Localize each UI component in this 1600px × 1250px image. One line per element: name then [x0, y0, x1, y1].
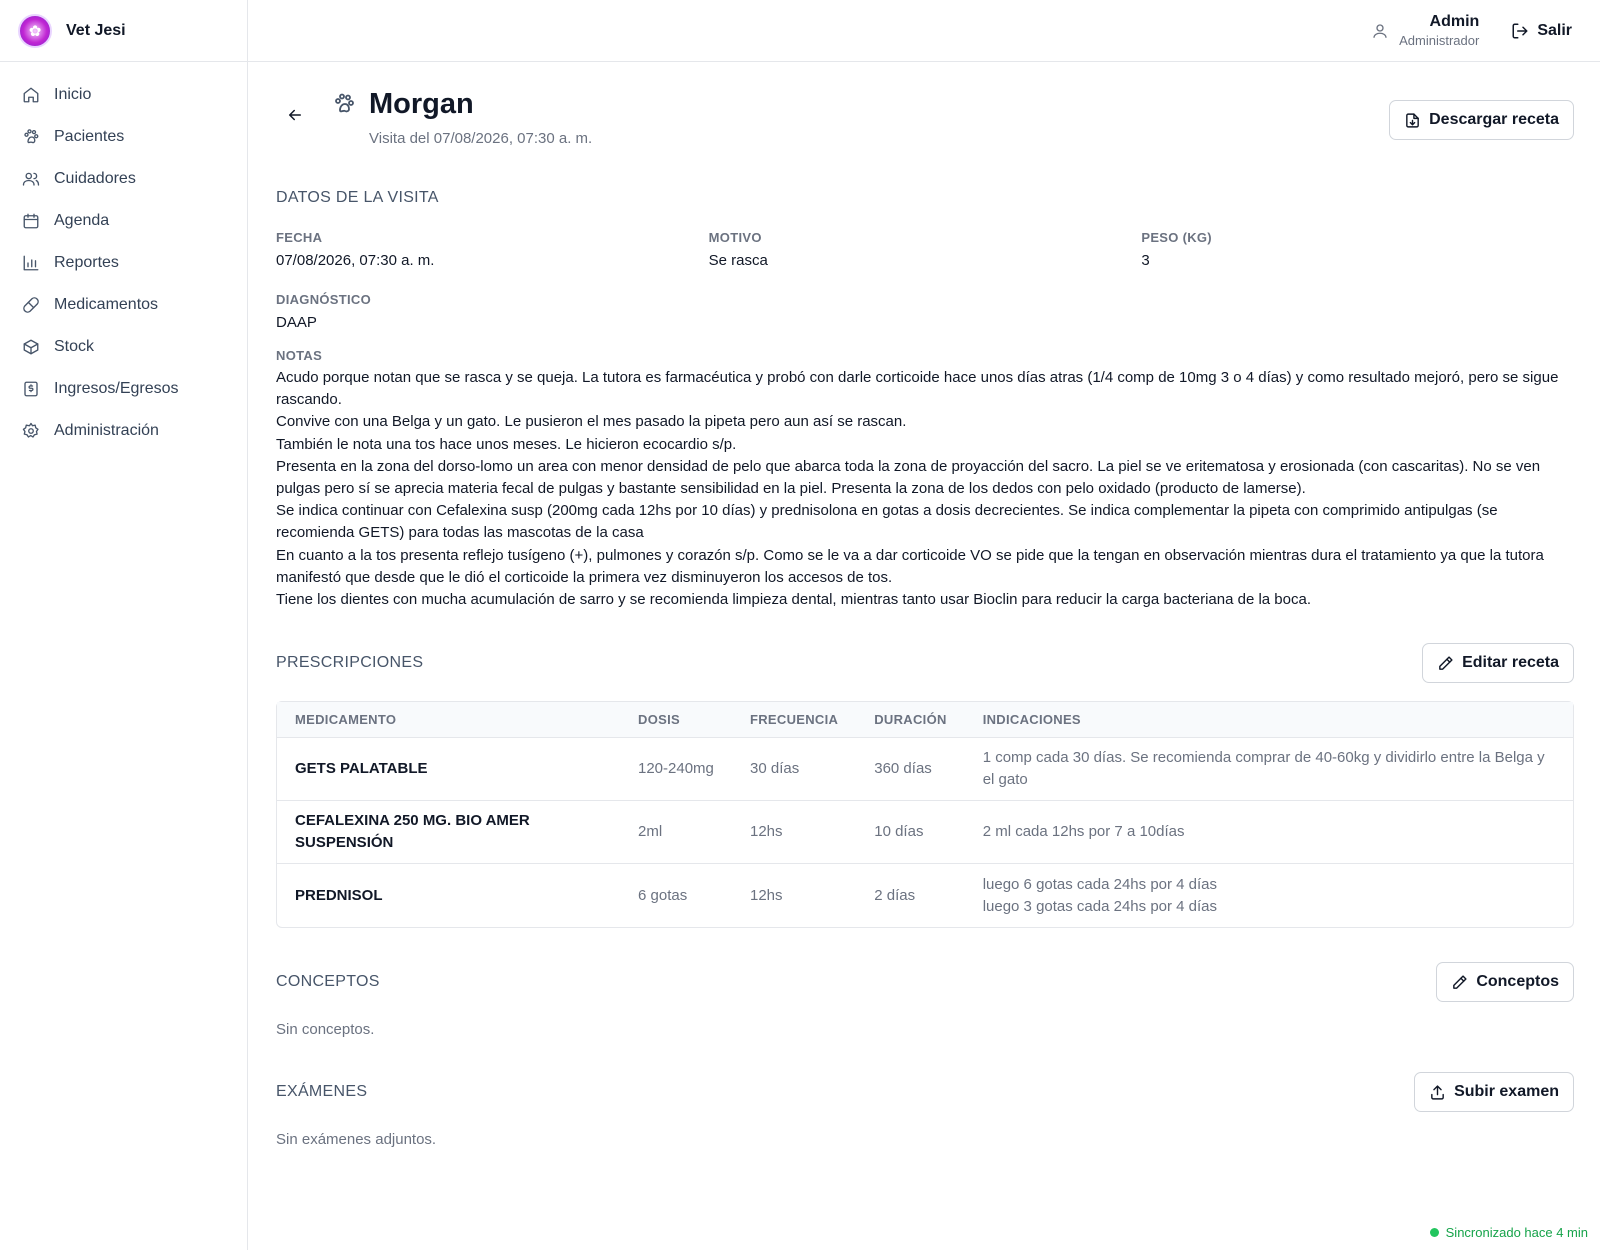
field-label: NOTAS	[276, 348, 323, 363]
sidebar-item-label: Agenda	[54, 212, 110, 229]
cell-frequency: 12hs	[732, 801, 856, 864]
sync-status	[1430, 1225, 1588, 1240]
visit-weight-field	[1141, 230, 1574, 269]
prescriptions-section	[276, 643, 1574, 928]
cell-indications: luego 6 gotas cada 24hs por 4 días luego 3 gotas cada 24hs por 4 días	[982, 875, 1218, 915]
sidebar-item-ingresos-egresos[interactable]	[0, 368, 247, 410]
column-header: INDICACIONES	[965, 702, 1573, 738]
field-value: Se rasca	[708, 252, 768, 269]
topbar	[248, 0, 1600, 62]
concepts-section	[276, 962, 1574, 1038]
sidebar-item-label: Cuidadores	[54, 170, 136, 187]
concepts-button[interactable]	[1436, 962, 1574, 1002]
sync-status-text: Sincronizado hace 4 min	[1445, 1225, 1588, 1240]
sidebar-item-cuidadores[interactable]	[0, 158, 247, 200]
upload-icon	[1429, 1084, 1446, 1101]
sidebar-item-label: Medicamentos	[54, 296, 159, 313]
exams-title: EXÁMENES	[276, 1083, 368, 1101]
cell-medication: GETS PALATABLE	[277, 738, 620, 801]
cell-frequency: 12hs	[750, 886, 783, 904]
table-row	[277, 864, 1573, 927]
field-value: DAAP	[276, 314, 317, 331]
file-download-icon	[1404, 112, 1421, 129]
field-label: FECHA	[276, 230, 323, 245]
paw-icon	[332, 92, 356, 116]
sidebar-item-reportes[interactable]	[0, 242, 247, 284]
visit-date-field	[276, 230, 709, 269]
pill-icon	[22, 296, 40, 314]
app-logo: ✿	[18, 14, 52, 48]
column-header: FRECUENCIA	[732, 702, 856, 738]
column-header: DOSIS	[620, 702, 732, 738]
main-content	[276, 62, 1574, 1148]
concepts-empty-text: Sin conceptos.	[276, 1021, 375, 1039]
receipt-icon	[22, 380, 40, 398]
user-role: Administrador	[1399, 32, 1480, 48]
app-name: Vet Jesi	[66, 21, 126, 39]
visit-diagnosis-field	[276, 292, 1574, 331]
table-header-row	[277, 702, 1573, 738]
sidebar-nav	[0, 62, 247, 452]
page-title: Morgan	[369, 88, 474, 120]
prescriptions-title: PRESCRIPCIONES	[276, 654, 424, 672]
upload-exam-label: Subir examen	[1454, 1083, 1559, 1101]
concepts-button-label: Conceptos	[1476, 973, 1559, 991]
column-header: MEDICAMENTO	[277, 702, 620, 738]
user-name: Admin	[1429, 12, 1480, 30]
cell-duration: 2 días	[874, 886, 916, 904]
cell-indications: 1 comp cada 30 días. Se recomienda comprar de 40-60kg y dividirlo entre la Belga y el gato	[965, 738, 1573, 801]
logout-icon	[1511, 22, 1529, 40]
edit-prescription-button[interactable]	[1422, 643, 1574, 683]
users-icon	[22, 170, 40, 188]
notes-text: Acudo porque notan que se rasca y se queja. La tutora es farmacéutica y probó con darle corticoide hace unos días atras (1/4 comp de 10mg 3 o 4 días) y como resultado mejoró, pero se sigue rascando. Convive con una Belga y un gato. Le pusieron el mes pasado la pipeta pero aun así se rascan. También le nota una tos hace unos meses. Le hicieron ecocardio s/p. Presenta en la zona del dorso-lomo un area con menor densidad de pelo que abarca toda la zona de proyacción del sacro. La piel se ve eritematosa y erosionada (con cascaritas). No se ven pulgas pero sí se aprecia materia fecal de pulgas y bastante sensibilidad en la piel. Presenta la zona de los dedos con pelo oxidado (producto de lamerse). Se indica continuar con Cefalexina susp (200mg cada 12hs por 10 días) y prednisolona en gotas a dosis decrecientes. Se indica complementar la pipeta con comprimido antipulgas (se recomienda GETS) para todas las mascotas de la casa En cuanto a la tos presenta reflejo tusígeno (+), pulmones y corazón s/p. Como se le va a dar corticoide VO se pide que la tengan en observación mientras dura el tratamiento ya que la tutora manifestó que desde que le dió el corticoide la primera vez disminuyeron los accesos de tos. Tiene los dientes con mucha acumulación de sarro y se recomienda limpieza dental, mientras tanto usar Bioclin para reducir la carga bacteriana de la boca.	[276, 369, 1559, 609]
prescriptions-table	[276, 701, 1574, 928]
cell-indications: 2 ml cada 12hs por 7 a 10días	[965, 801, 1573, 864]
download-prescription-label: Descargar receta	[1429, 111, 1559, 128]
paw-icon	[22, 128, 40, 146]
field-value: 07/08/2026, 07:30 a. m.	[276, 252, 435, 269]
user-menu[interactable]	[1371, 12, 1479, 50]
sidebar-item-agenda[interactable]	[0, 200, 247, 242]
cell-dose: 6 gotas	[638, 886, 688, 904]
prescriptions-header	[276, 643, 1574, 683]
download-prescription-button[interactable]	[1389, 100, 1574, 140]
user-icon	[1371, 22, 1389, 40]
exams-section	[276, 1072, 1574, 1148]
cell-dose: 2ml	[620, 801, 732, 864]
visit-section-title: DATOS DE LA VISITA	[276, 189, 439, 206]
logout-button[interactable]	[1511, 22, 1572, 40]
concepts-header	[276, 962, 1574, 1002]
user-info	[1399, 12, 1479, 50]
exams-header	[276, 1072, 1574, 1112]
sidebar-item-label: Ingresos/Egresos	[54, 380, 179, 397]
cell-duration: 360 días	[856, 738, 964, 801]
cell-medication: PREDNISOL	[295, 886, 383, 904]
home-icon	[22, 86, 40, 104]
calendar-icon	[22, 212, 40, 230]
visit-fields	[276, 230, 1574, 269]
sidebar-item-inicio[interactable]	[0, 74, 247, 116]
status-dot	[1430, 1228, 1439, 1237]
patient-paw-icon-wrap	[332, 92, 356, 121]
cell-frequency: 30 días	[732, 738, 856, 801]
bar-chart-icon	[22, 254, 40, 272]
sidebar-item-label: Stock	[54, 338, 95, 355]
visit-reason-field	[709, 230, 1142, 269]
field-label: PESO (KG)	[1141, 230, 1212, 245]
visit-subtitle: Visita del 07/08/2026, 07:30 a. m.	[369, 130, 593, 147]
field-label: MOTIVO	[708, 230, 762, 245]
back-button[interactable]	[286, 106, 308, 128]
upload-exam-button[interactable]	[1414, 1072, 1574, 1112]
arrow-left-icon	[286, 106, 304, 124]
sidebar-item-label: Inicio	[54, 86, 92, 103]
edit-prescription-label: Editar receta	[1462, 654, 1559, 672]
concepts-title: CONCEPTOS	[276, 973, 380, 991]
box-icon	[22, 338, 40, 356]
visit-section	[276, 189, 1574, 611]
sidebar-item-label: Reportes	[54, 254, 119, 271]
column-header: DURACIÓN	[856, 702, 964, 738]
field-value: 3	[1141, 252, 1150, 269]
page-header	[276, 62, 1574, 182]
exams-empty-text: Sin exámenes adjuntos.	[276, 1131, 437, 1149]
cell-duration: 10 días	[856, 801, 964, 864]
cell-medication: CEFALEXINA 250 MG. BIO AMER SUSPENSIÓN	[277, 801, 620, 864]
sidebar-item-stock[interactable]	[0, 326, 247, 368]
pencil-icon	[1437, 655, 1454, 672]
visit-notes-field	[276, 348, 1574, 611]
sidebar-item-administracion[interactable]	[0, 410, 247, 452]
pencil-icon	[1451, 974, 1468, 991]
sidebar-item-pacientes[interactable]	[0, 116, 247, 158]
field-label: DIAGNÓSTICO	[276, 292, 372, 307]
logout-label: Salir	[1537, 21, 1572, 39]
sidebar-item-label: Administración	[54, 422, 159, 439]
table-row	[277, 801, 1573, 864]
sidebar	[0, 0, 248, 1250]
cell-dose: 120-240mg	[620, 738, 732, 801]
table-row	[277, 738, 1573, 801]
gear-icon	[22, 422, 40, 440]
sidebar-item-label: Pacientes	[54, 128, 125, 145]
sidebar-item-medicamentos[interactable]	[0, 284, 247, 326]
brand[interactable]	[0, 0, 247, 62]
